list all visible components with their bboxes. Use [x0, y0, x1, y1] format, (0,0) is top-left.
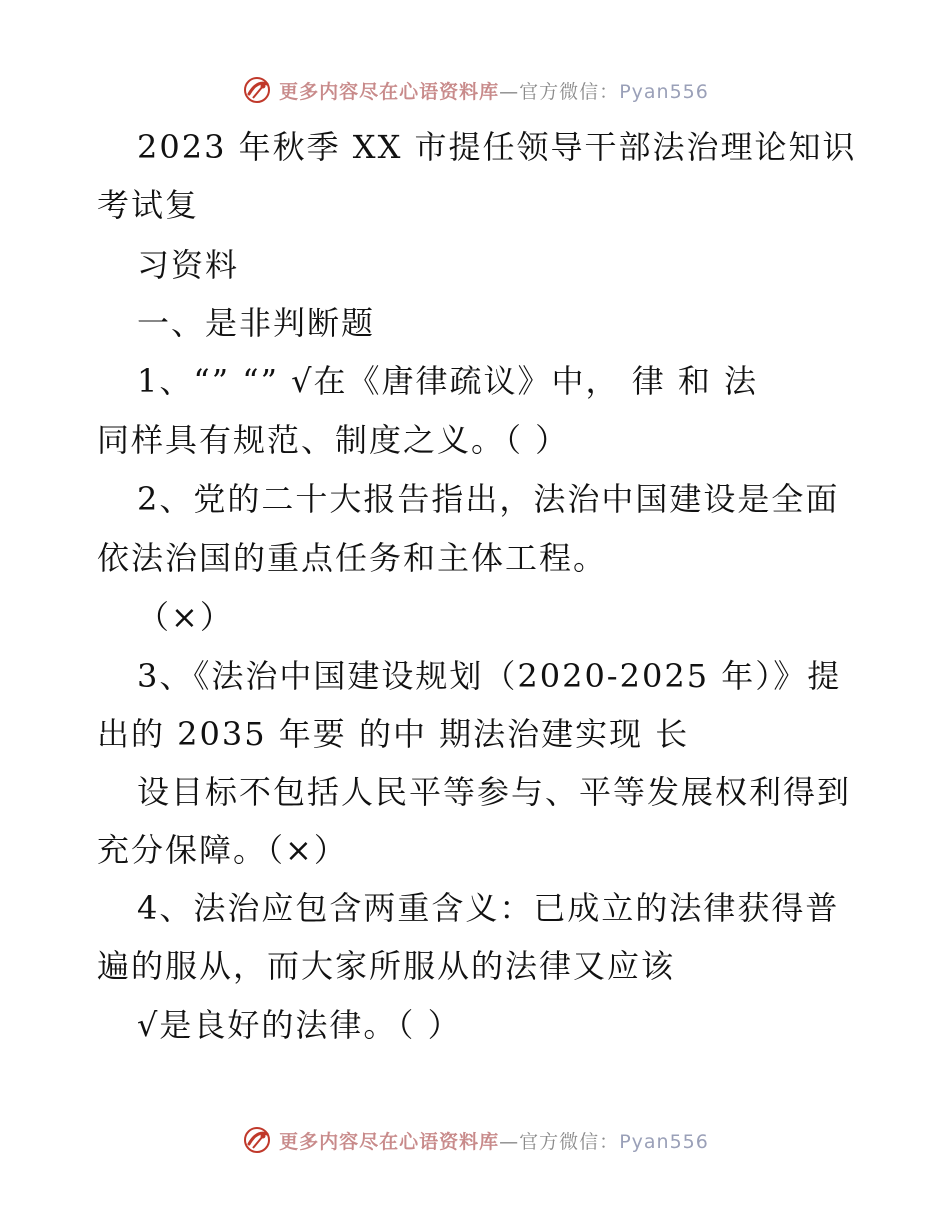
footer-banner	[0, 1120, 950, 1160]
banner-text	[279, 1127, 709, 1154]
title-line-2: 考试复	[97, 186, 200, 224]
banner-main-text: 更多内容尽在心语资料库	[279, 1130, 500, 1153]
banner-official-text: 官方微信：	[519, 80, 620, 103]
question-3-line-4: 充分保障。（×）	[97, 831, 348, 869]
section-heading: 一、是非判断题	[137, 304, 376, 342]
banner-official-text: 官方微信：	[519, 1130, 620, 1153]
banner-wechat-id: Pyan556	[619, 1130, 709, 1153]
question-2-line-2: 依法治国的重点任务和主体工程。	[97, 539, 608, 577]
banner-dash: —	[499, 1130, 520, 1153]
question-2-line-1: 2、党的二十大报告指出，法治中国建设是全面	[137, 480, 840, 518]
question-4-line-3: √是良好的法律。（ ）	[137, 1006, 462, 1044]
question-3-line-1: 3、《法治中国建设规划（2020-2025 年）》提	[137, 657, 842, 695]
banner-main-text: 更多内容尽在心语资料库	[279, 80, 500, 103]
question-3-line-3: 设目标不包括人民平等参与、平等发展权利得到	[137, 773, 852, 811]
banner-wechat-id: Pyan556	[619, 80, 709, 103]
logo-icon	[241, 1124, 273, 1156]
banner-dash: —	[499, 80, 520, 103]
title-line-3: 习资料	[137, 246, 240, 284]
question-4-line-1: 4、法治应包含两重含义：已成立的法律获得普	[137, 889, 840, 927]
question-4-line-2: 遍的服从，而大家所服从的法律又应该	[97, 947, 676, 985]
question-3-line-2: 出的 2035 年要 的中 期法治建实现 长	[97, 715, 690, 753]
question-2-line-3: （×）	[137, 598, 234, 636]
question-1-line-1: 1、“” “” √在《唐律疏议》中， 律 和 法	[137, 362, 759, 400]
title-line-1: 2023 年秋季 XX 市提任领导干部法治理论知识	[137, 128, 857, 166]
question-1-line-2: 同样具有规范、制度之义。（ ）	[97, 421, 570, 459]
